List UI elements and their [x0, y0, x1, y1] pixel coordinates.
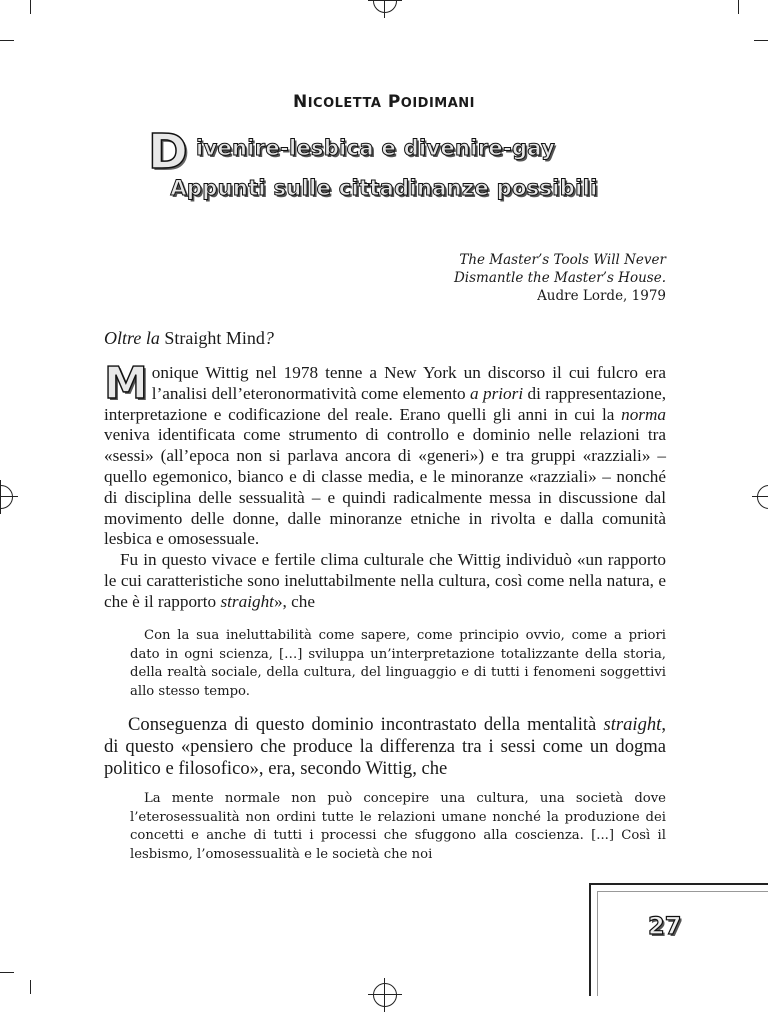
- epigraph: [454, 251, 666, 305]
- registration-mark-icon: [0, 485, 13, 509]
- title-line-1: ivenire-lesbica e divenire-gay: [196, 136, 556, 160]
- body-text: [104, 358, 666, 613]
- body-text: [104, 714, 666, 780]
- crop-mark: [754, 40, 768, 41]
- title-line-2: Appunti sulle cittadinanze possibili: [170, 176, 598, 200]
- epigraph-line: Dismantle the Master’s House.: [453, 270, 666, 286]
- crop-mark: [30, 980, 31, 994]
- paragraph: Fu in questo vivace e fertile clima culturale che Wittig individuò «un rapporto le cui caratteristiche sono ineluttabilmente nella cultura, così come nella natura, e che è il rapporto straight», che: [104, 550, 666, 611]
- paragraph: Monique Wittig nel 1978 tenne a New York un discorso il cui fulcro era l’analisi dell’eteronormatività come elemento a priori di rappresentazione, interpretazione e codificazione del reale. Erano quelli gli anni in cui la norma veniva identificata come strumento di controllo e dominio nelle relazioni tra «sessi» (all’epoca non si parlava ancora di «generi») e tra gruppi «razziali» – quello egemonico, bianco e di classe media, e le minoranze «razziali» – nonché di disciplina delle sessualità – e quindi radicalmente messa in discussione dal movimento delle donne, dalle minoranze etniche in rivolta e dalla comunità lesbica e omosessuale.: [104, 358, 666, 549]
- crop-mark: [30, 0, 31, 14]
- registration-mark-icon: [757, 485, 768, 509]
- crop-mark: [0, 972, 14, 973]
- crop-mark: [738, 0, 739, 14]
- epigraph-line: The Master’s Tools Will Never: [459, 252, 666, 268]
- paragraph-dropcap: M: [104, 358, 148, 409]
- block-quote: La mente normale non può concepire una cultura, una società dove l’eterosessualità non ordini tutte le relazioni umane nonché la produzione dei concetti e anche di tutti i processi che sfuggono alla coscienza. [...] Così il lesbismo, l’omosessualità e le società che noi: [130, 791, 666, 862]
- page-number: 27: [648, 912, 682, 940]
- block-quote: Con la sua ineluttabilità come sapere, come principio ovvio, come a priori dato in ogni scienza, […] sviluppa un’interpretazione totalizzante della storia, della realtà sociale, della cultura, del linguaggio e di tutti i fenomeni soggettivi allo stesso tempo.: [130, 628, 666, 699]
- section-heading: Oltre la Straight Mind?: [104, 328, 274, 348]
- crop-mark: [0, 40, 14, 41]
- title-dropcap: D: [148, 124, 188, 180]
- paragraph: Conseguenza di questo dominio incontrastato della mentalità straight, di questo «pensiero che produce la differenza tra i sessi come un dogma politico e filosofico», era, secondo Wittig, che: [104, 714, 666, 779]
- epigraph-attribution: Audre Lorde, 1979: [537, 288, 666, 304]
- registration-mark-icon: [373, 0, 397, 13]
- registration-mark-icon: [373, 983, 397, 1007]
- author-name: NICOLETTA POIDIMANI: [292, 92, 476, 112]
